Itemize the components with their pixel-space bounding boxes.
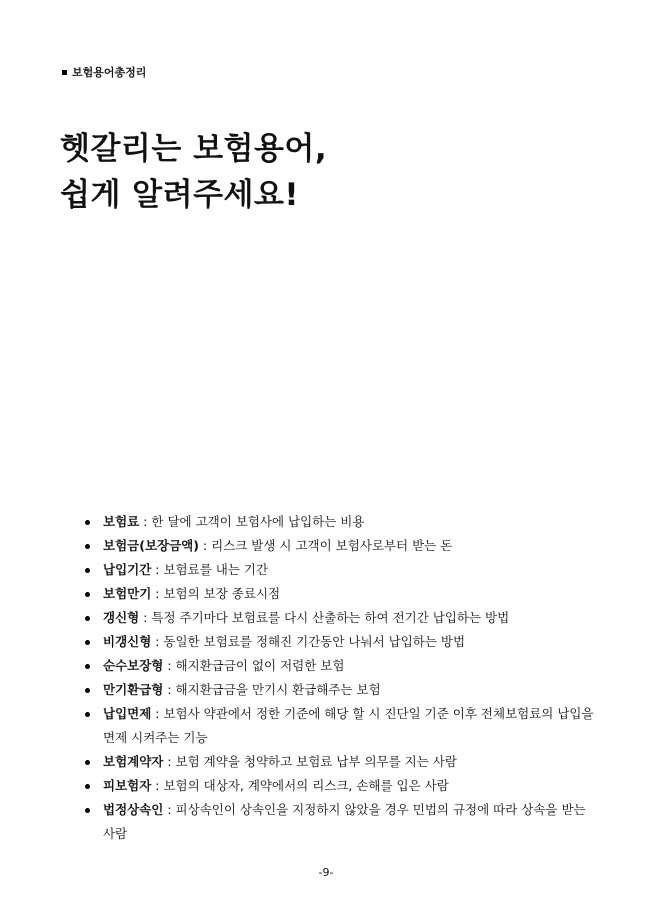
bullet-icon xyxy=(85,808,90,813)
term-description: : 보험의 보장 종료시점 xyxy=(151,586,281,601)
term-description: : 리스크 발생 시 고객이 보험사로부터 받는 돈 xyxy=(198,538,453,553)
bullet-icon xyxy=(85,760,90,765)
list-item xyxy=(78,534,598,558)
term-description: : 동일한 보험료를 정해진 기간동안 나눠서 납입하는 방법 xyxy=(151,634,466,649)
term-description: : 해지환급금을 만기시 환급해주는 보험 xyxy=(163,682,381,697)
term-name: 비갱신형 xyxy=(103,634,152,649)
square-bullet-icon xyxy=(62,70,67,75)
page-number: -9- xyxy=(318,866,334,879)
section-tag xyxy=(62,64,146,80)
term-name: 피보험자 xyxy=(103,778,152,793)
list-item xyxy=(78,798,598,846)
list-item xyxy=(78,702,598,750)
term-description: : 피상속인이 상속인을 지정하지 않았을 경우 민법의 규정에 따라 상속을 받는 사람 xyxy=(103,802,586,841)
term-name: 납입면제 xyxy=(103,706,152,721)
bullet-icon xyxy=(85,784,90,789)
list-item xyxy=(78,774,598,798)
term-name: 보험금(보장금액) xyxy=(103,538,199,553)
term-list xyxy=(78,510,598,846)
bullet-icon xyxy=(85,640,90,645)
list-item xyxy=(78,630,598,654)
bullet-icon xyxy=(85,712,90,717)
bullet-icon xyxy=(85,544,90,549)
title-line-2: 쉽게 알려주세요! xyxy=(60,177,300,213)
term-name: 갱신형 xyxy=(103,610,140,625)
list-item xyxy=(78,582,598,606)
list-item xyxy=(78,654,598,678)
list-item xyxy=(78,558,598,582)
list-item xyxy=(78,510,598,534)
term-description: : 보험사 약관에서 정한 기준에 해당 할 시 진단일 기준 이후 전체보험료의 납입을 면제 시켜주는 기능 xyxy=(103,706,594,745)
term-description: : 보험료를 내는 기간 xyxy=(151,562,269,577)
bullet-icon xyxy=(85,664,90,669)
term-name: 납입기간 xyxy=(103,562,152,577)
term-name: 보험료 xyxy=(103,514,140,529)
term-name: 만기환급형 xyxy=(103,682,164,697)
section-tag-label: 보험용어총정리 xyxy=(72,66,147,79)
bullet-icon xyxy=(85,688,90,693)
list-item xyxy=(78,678,598,702)
title-line-1: 헷갈리는 보험용어, xyxy=(60,131,328,167)
term-description: : 보험의 대상자, 계약에서의 리스크, 손해를 입은 사람 xyxy=(151,778,449,793)
bullet-icon xyxy=(85,616,90,621)
term-description: : 보험 계약을 청약하고 보험료 납부 의무를 지는 사람 xyxy=(163,754,457,769)
list-item xyxy=(78,606,598,630)
bullet-icon xyxy=(85,568,90,573)
term-name: 법정상속인 xyxy=(103,802,164,817)
bullet-icon xyxy=(85,520,90,525)
bullet-icon xyxy=(85,592,90,597)
page-title xyxy=(60,126,327,218)
term-description: : 해지환급금이 없이 저렴한 보험 xyxy=(163,658,345,673)
term-name: 순수보장형 xyxy=(103,658,164,673)
term-description: : 특정 주기마다 보험료를 다시 산출하는 하여 전기간 납입하는 방법 xyxy=(139,610,510,625)
list-item xyxy=(78,750,598,774)
term-description: : 한 달에 고객이 보험사에 납입하는 비용 xyxy=(139,514,365,529)
term-name: 보험만기 xyxy=(103,586,152,601)
term-name: 보험계약자 xyxy=(103,754,164,769)
